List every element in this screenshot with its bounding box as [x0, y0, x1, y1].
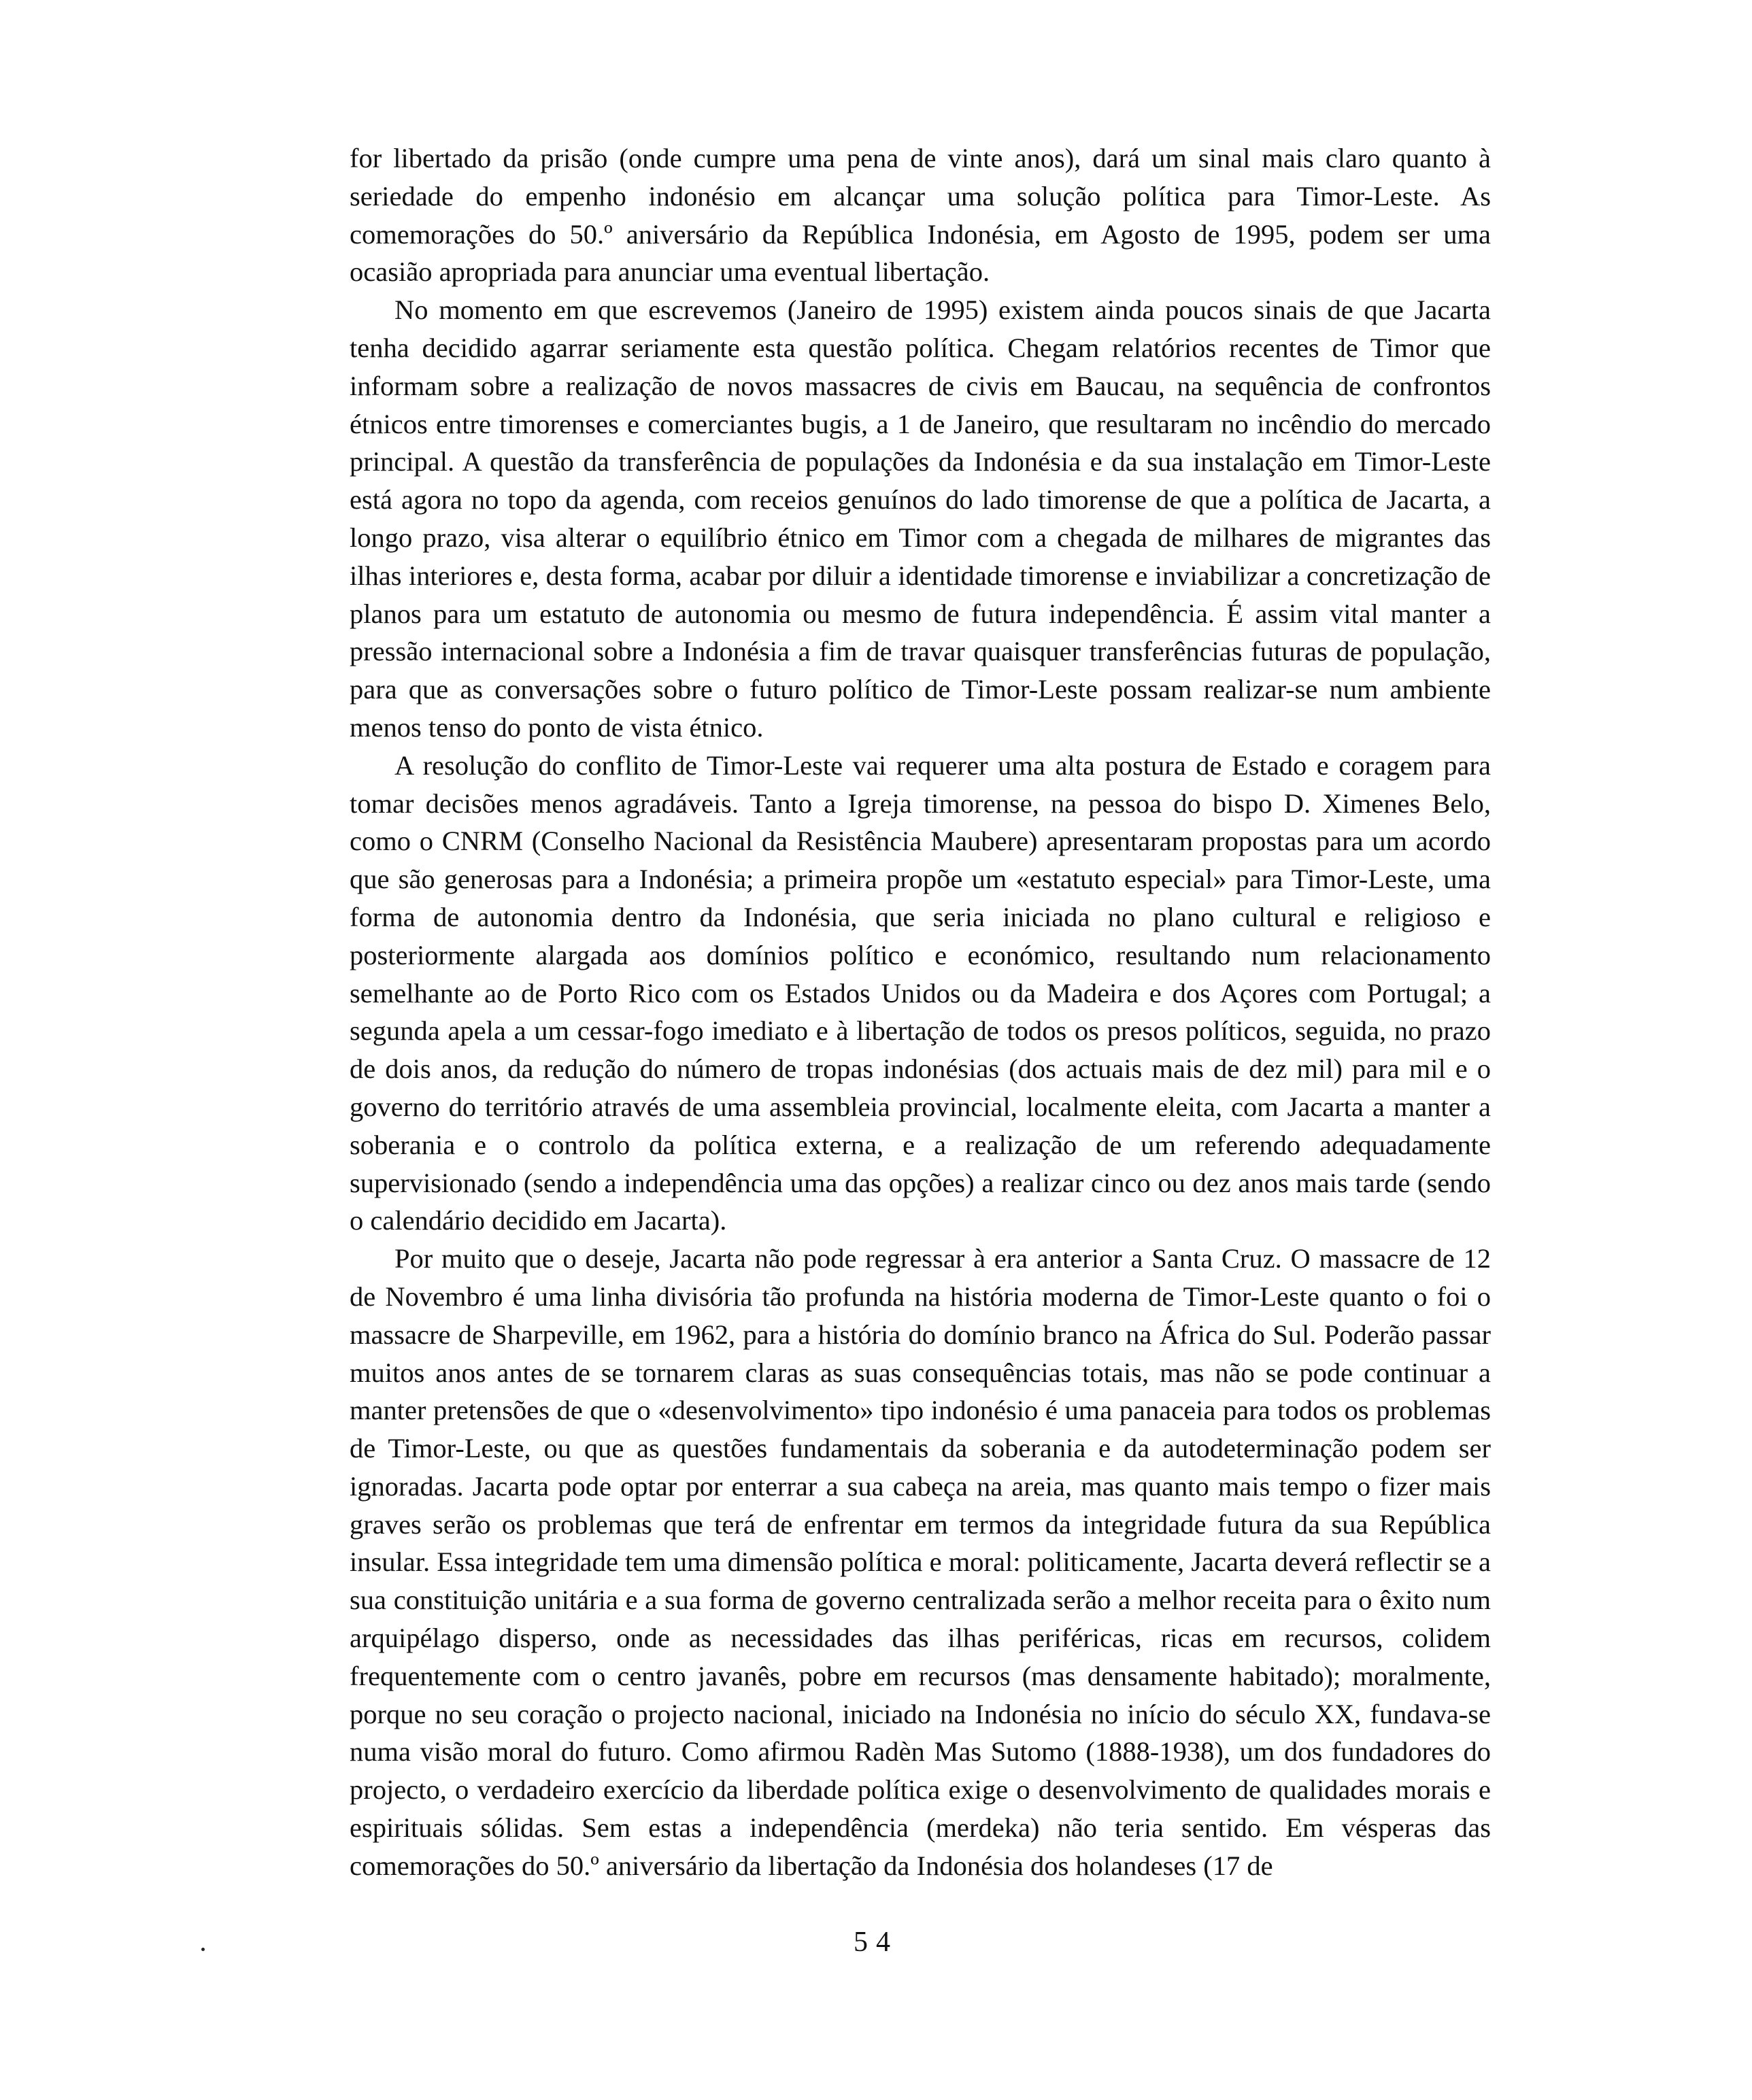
- page-number: 54: [854, 1927, 898, 1958]
- paragraph-3: A resolução do conflito de Timor-Leste vai requerer uma alta postura de Estado e coragem para tomar decisões menos agradáveis. Tanto a Igreja timorense, na pessoa do bispo D. Ximenes Belo, como o CNRM (Conselho Nacional da Resistência Maubere) apresentaram propostas para um acordo que são generosas para a Indonésia; a primeira propõe um «estatuto especial» para Timor-Leste, uma forma de autonomia dentro da Indonésia, que seria iniciada no plano cultural e religioso e posteriormente alargada aos domínios político e económico, resultando num relacionamento semelhante ao de Porto Rico com os Estados Unidos ou da Madeira e dos Açores com Portugal; a segunda apela a um cessar-fogo imediato e à libertação de todos os presos políticos, seguida, no prazo de dois anos, da redução do número de tropas indonésias (dos actuais mais de dez mil) para mil e o governo do território através de uma assembleia provincial, localmente eleita, com Jacarta a manter a soberania e o controlo da política externa, e a realização de um referendo adequadamente supervisionado (sendo a independência uma das opções) a realizar cinco ou dez anos mais tarde (sendo o calendário decidido em Jacarta).: [350, 749, 1491, 1236]
- paragraph-4: Por muito que o deseje, Jacarta não pode regressar à era anterior a Santa Cruz. O massacre de 12 de Novembro é uma linha divisória tão profunda na história moderna de Timor-Leste quanto o foi o massacre de Sharpeville, em 1962, para a história do domínio branco na África do Sul. Poderão passar muitos anos antes de se tornarem claras as suas consequências totais, mas não se pode continuar a manter pretensões de que o «desenvolvimento» tipo indonésio é uma panaceia para todos os problemas de Timor-Leste, ou que as questões fundamentais da soberania e da autodeterminação podem ser ignoradas. Jacarta pode optar por enterrar a sua cabeça na areia, mas quanto mais tempo o fizer mais graves serão os problemas que terá de enfrentar em termos da integridade futura da sua República insular. Essa integridade tem uma dimensão política e moral: politicamente, Jacarta deverá reflectir se a sua constituição unitária e a sua forma de governo centralizada serão a melhor receita para o êxito num arquipélago disperso, onde as necessidades das ilhas periféricas, ricas em recursos, colidem frequentemente com o centro javanês, pobre em recursos (mas densamente habitado); moralmente, porque no seu coração o projecto nacional, iniciado na Indonésia no início do século XX, fundava-se numa visão moral do futuro. Como afirmou Radèn Mas Sutomo (1888-1938), um dos fundadores do projecto, o verdadeiro exercício da liberdade política exige o desenvolvimento de qualidades morais e espirituais sólidas. Sem estas a independência (merdeka) não teria sentido. Em vésperas das comemorações do 50.º aniversário da libertação da Indonésia dos holandeses (17 de: [350, 1243, 1491, 1881]
- paragraph-2: No momento em que escrevemos (Janeiro de 1995) existem ainda poucos sinais de que Jacarta tenha decidido agarrar seriamente esta questão política. Chegam relatórios recentes de Timor que informam sobre a realização de novos massacres de civis em Baucau, na sequência de confrontos étnicos entre timorenses e comerciantes bugis, a 1 de Janeiro, que resultaram no incêndio do mercado principal. A questão da transferência de populações da Indonésia e da sua instalação em Timor-Leste está agora no topo da agenda, com receios genuínos do lado timorense de que a política de Jacarta, a longo prazo, visa alterar o equilíbrio étnico em Timor com a chegada de milhares de migrantes das ilhas interiores e, desta forma, acabar por diluir a identidade timorense e inviabilizar a concretização de planos para um estatuto de autonomia ou mesmo de futura independência. É assim vital manter a pressão internacional sobre a Indonésia a fim de travar quaisquer transferências futuras de população, para que as conversações sobre o futuro político de Timor-Leste possam realizar-se num ambiente menos tenso do ponto de vista étnico.: [350, 294, 1491, 743]
- paragraph-1: for libertado da prisão (onde cumpre uma pena de vinte anos), dará um sinal mais claro quanto à seriedade do empenho indonésio em alcançar uma solução política para Timor-Leste. As comemorações do 50.º aniversário da República Indonésia, em Agosto de 1995, podem ser uma ocasião apropriada para anunciar uma eventual libertação.: [350, 143, 1491, 288]
- body-text: [350, 139, 1491, 1885]
